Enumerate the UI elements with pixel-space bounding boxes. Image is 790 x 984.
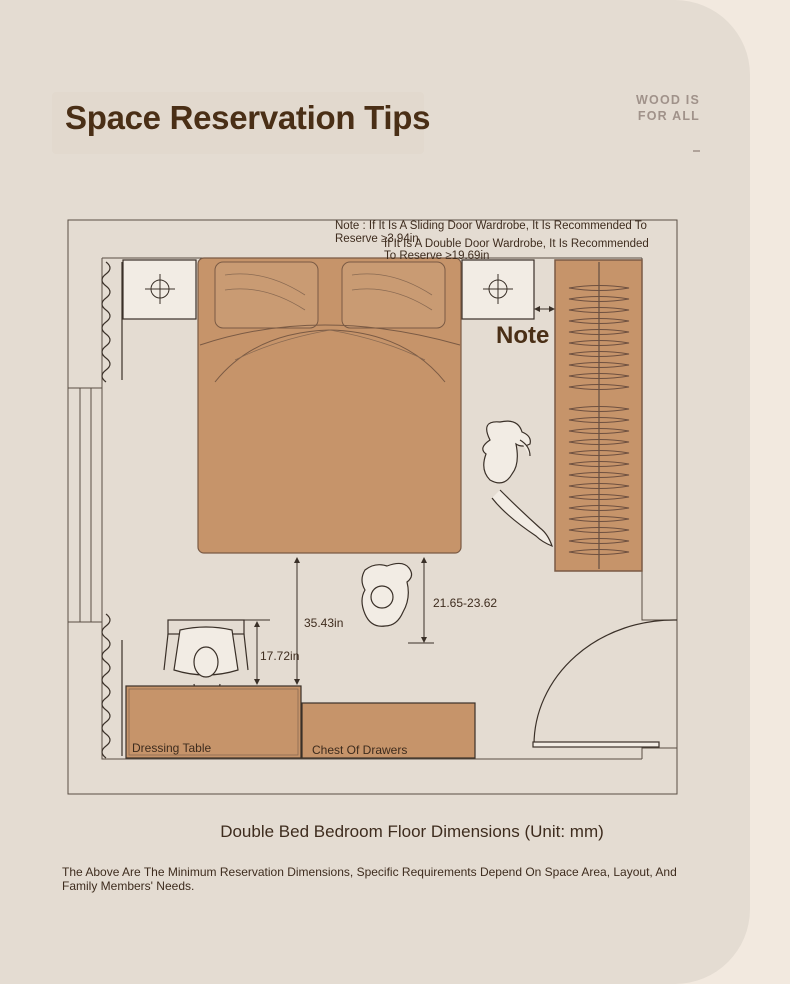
page-title: Space Reservation Tips — [65, 99, 431, 136]
dimension-chair-label: 17.72in — [260, 649, 300, 663]
note-label: Note — [496, 322, 550, 349]
note-double-door: If It Is A Double Door Wardrobe, It Is Recommended — [384, 238, 649, 250]
door — [533, 620, 677, 747]
note-double-door-value: To Reserve ≥19.69in — [384, 250, 490, 262]
curtain-top — [102, 262, 122, 382]
note-sliding-door-value: Reserve ≥3.94in — [335, 233, 419, 245]
diagram-caption: Double Bed Bedroom Floor Dimensions (Unit: mm) — [220, 822, 604, 841]
chest-of-drawers-label: Chest Of Drawers — [312, 743, 408, 757]
dressing-table-label: Dressing Table — [132, 741, 212, 755]
dimension-walkway-label: 21.65-23.62 — [433, 596, 498, 610]
person-figure-standing — [483, 421, 552, 546]
brand-line-1: WOOD IS — [636, 93, 700, 107]
window — [68, 388, 102, 622]
bedside-table-right — [462, 260, 534, 319]
wardrobe — [555, 260, 642, 571]
curtain-bottom — [102, 614, 122, 758]
bedside-table-left — [123, 260, 196, 319]
footnote: The Above Are The Minimum Reservation Dimensions, Specific Requirements Depend On Space Area, Layout, And Family Members' Needs. — [62, 865, 677, 893]
double-bed — [198, 258, 461, 553]
dimension-bed-clearance-label: 35.43in — [304, 616, 344, 630]
note-sliding-door: Note : If It Is A Sliding Door Wardrobe, It Is Recommended To — [335, 220, 647, 232]
brand-line-2: FOR ALL — [637, 109, 700, 123]
person-figure-walking — [362, 563, 412, 626]
